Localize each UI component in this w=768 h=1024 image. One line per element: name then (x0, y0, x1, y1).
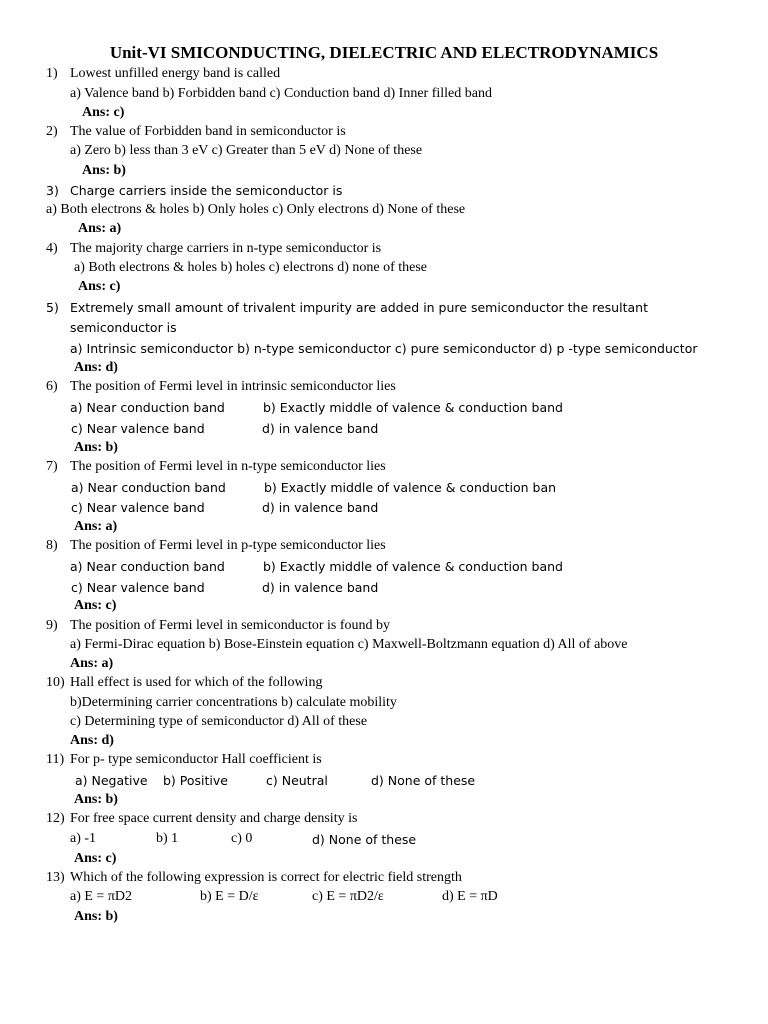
option-c: c) Near valence band (71, 421, 205, 436)
option-a: a) Near conduction band (70, 400, 225, 415)
option-b: b) E = D/ε (200, 889, 259, 904)
option-b: b) Exactly middle of valence & conduction band (263, 400, 563, 415)
option-a: a) Negative (75, 773, 148, 788)
question-options: a) Valence band b) Forbidden band c) Conduction band d) Inner filled band (70, 86, 492, 101)
option-b: b) Positive (163, 773, 228, 788)
answer: Ans: a) (70, 656, 114, 671)
option-b: b) Exactly middle of valence & conduction band (263, 559, 563, 574)
option-c: c) 0 (231, 831, 253, 846)
question-options: b)Determining carrier concentrations b) calculate mobility (70, 695, 397, 710)
question-number: 8) (46, 538, 58, 553)
question-text: The position of Fermi level in n-type semiconductor lies (70, 459, 386, 474)
question-text: Which of the following expression is correct for electric field strength (70, 870, 462, 885)
question-text: For p- type semiconductor Hall coefficient is (70, 752, 322, 767)
answer: Ans: b) (74, 909, 118, 924)
option-b: b) 1 (156, 831, 179, 846)
option-c: c) Neutral (266, 773, 328, 788)
answer: Ans: d) (70, 733, 114, 748)
question-number: 4) (46, 241, 58, 256)
question-number: 2) (46, 124, 58, 139)
option-a: a) Near conduction band (71, 480, 226, 495)
answer: Ans: b) (74, 792, 118, 807)
answer: Ans: c) (74, 851, 117, 866)
answer: Ans: a) (74, 519, 118, 534)
question-number: 7) (46, 459, 58, 474)
question-number: 9) (46, 618, 58, 633)
question-text: Charge carriers inside the semiconductor is (70, 183, 343, 198)
question-options: a) Intrinsic semiconductor b) n-type semiconductor c) pure semiconductor d) p -type semiconductor (70, 341, 698, 356)
question-number: 6) (46, 379, 58, 394)
question-text: The position of Fermi level in semiconductor is found by (70, 618, 391, 633)
option-d: d) in valence band (262, 580, 379, 595)
option-c: c) Near valence band (71, 500, 205, 515)
question-text: The value of Forbidden band in semiconductor is (70, 124, 346, 139)
answer: Ans: c) (82, 105, 125, 120)
option-c: c) E = πD2/ε (312, 889, 384, 904)
question-text: The position of Fermi level in p-type semiconductor lies (70, 538, 386, 553)
question-options: a) Fermi-Dirac equation b) Bose-Einstein equation c) Maxwell-Boltzmann equation d) All of above (70, 637, 628, 652)
option-c: c) Near valence band (71, 580, 205, 595)
answer: Ans: c) (74, 598, 117, 613)
option-b: b) Exactly middle of valence & conduction ban (264, 480, 557, 495)
question-options: a) Both electrons & holes b) holes c) electrons d) none of these (74, 260, 428, 275)
question-text: The majority charge carriers in n-type semiconductor is (70, 241, 382, 256)
question-text: Hall effect is used for which of the following (70, 675, 323, 690)
option-d: d) in valence band (262, 421, 379, 436)
option-d: d) E = πD (442, 889, 498, 904)
page-title: Unit-VI SMICONDUCTING, DIELECTRIC AND ELECTRODYNAMICS (109, 43, 659, 62)
question-number: 5) (46, 300, 59, 315)
question-options: a) Zero b) less than 3 eV c) Greater than 5 eV d) None of these (70, 143, 423, 158)
question-number: 12) (46, 811, 65, 826)
question-text: Extremely small amount of trivalent impurity are added in pure semiconductor the resultant (70, 300, 648, 315)
question-options: a) Both electrons & holes b) Only holes c) Only electrons d) None of these (46, 202, 466, 217)
question-number: 1) (46, 66, 58, 81)
question-number: 3) (46, 183, 59, 198)
answer: Ans: c) (78, 279, 121, 294)
option-a: a) E = πD2 (70, 889, 133, 904)
question-text: Lowest unfilled energy band is called (70, 66, 281, 81)
question-number: 11) (46, 752, 65, 767)
question-number: 10) (46, 675, 65, 690)
question-text: The position of Fermi level in intrinsic semiconductor lies (70, 379, 396, 394)
option-a: a) -1 (70, 831, 97, 846)
question-text-continued: semiconductor is (70, 320, 177, 335)
answer: Ans: b) (82, 163, 126, 178)
question-options-continued: c) Determining type of semiconductor d) All of these (70, 714, 368, 729)
answer: Ans: a) (78, 221, 122, 236)
option-d: d) None of these (312, 832, 417, 847)
answer: Ans: b) (74, 440, 118, 455)
option-a: a) Near conduction band (70, 559, 225, 574)
answer: Ans: d) (74, 360, 118, 375)
option-d: d) None of these (371, 773, 476, 788)
question-text: For free space current density and charge density is (70, 811, 358, 826)
option-d: d) in valence band (262, 500, 379, 515)
question-number: 13) (46, 870, 65, 885)
